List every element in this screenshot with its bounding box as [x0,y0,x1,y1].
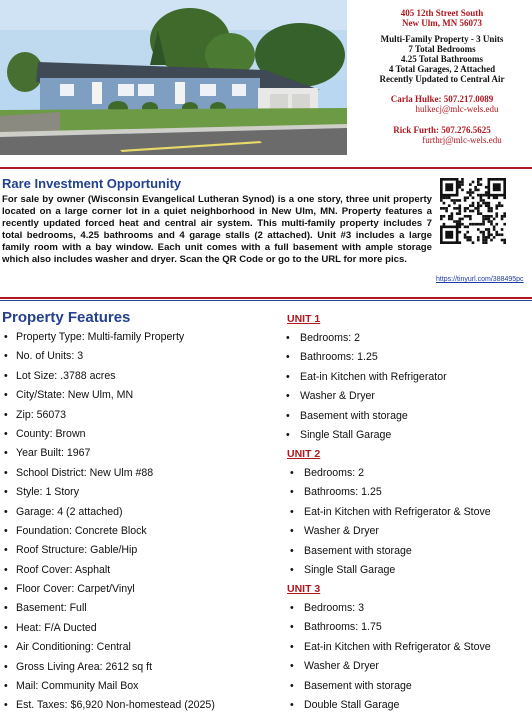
unit-2-heading: UNIT 2 [287,448,321,460]
list-item: • Basement with storage [290,680,491,699]
fact-line: Multi-Family Property - 3 Units [380,34,504,44]
key-facts [352,34,532,84]
fact-line: 4.25 Total Bathrooms [400,54,484,64]
list-item: • Lot Size: .3788 acres [0,370,215,389]
list-item: • Basement: Full [0,602,215,621]
list-item: • Washer & Dryer [286,390,447,409]
house-photo [0,0,347,155]
address-line-1: 405 12th Street South [400,8,484,18]
list-item: • Bathrooms: 1.75 [290,621,491,640]
list-item: • Bedrooms: 2 [290,467,491,486]
list-item: • City/State: New Ulm, MN [0,389,215,408]
list-item: • Bathrooms: 1.25 [286,351,447,370]
section-title: Rare Investment Opportunity [2,176,182,191]
list-item: • Roof Structure: Gable/Hip [0,544,215,563]
qr-code-icon[interactable] [440,178,506,244]
list-item: • Washer & Dryer [290,660,491,679]
unit-3-heading: UNIT 3 [287,583,321,595]
agent-contact [352,125,532,145]
list-item: • County: Brown [0,428,215,447]
list-item: • Basement with storage [290,545,491,564]
fact-line: 4 Total Garages, 2 Attached [388,64,496,74]
list-item: • School District: New Ulm #88 [0,467,215,486]
agent-email[interactable]: furthrj@mlc-wels.edu [422,135,502,145]
investment-description: For sale by owner (Wisconsin Evangelical Lutheran Synod) is a one story, three unit property located on a large corner lot in a quiet neighborhood in New Ulm, MN. Property features a recently updated forced heat and central air system. This multi-family property includes 7 total bedrooms, 4.25 bathrooms and 4 garage stalls (2 attached). Unit #3 includes a large family room with a bay window. Each unit comes with a full basement with ample storage which also includes washer and dryer. Scan the QR Code or go to the URL for more pics. [2,194,432,266]
list-item: • Bathrooms: 1.25 [290,486,491,505]
divider [0,297,532,299]
list-item: • Eat-in Kitchen with Refrigerator & Stove [290,506,491,525]
list-item: • Est. Taxes: $6,920 Non-homestead (2025) [0,699,215,718]
unit-1-list [286,332,447,448]
list-item: • Washer & Dryer [290,525,491,544]
list-item: • Mail: Community Mail Box [0,680,215,699]
section-title: Property Features [2,309,131,326]
agent-email[interactable]: hulkecj@mlc-wels.edu [415,104,499,114]
list-item: • Garage: 4 (2 attached) [0,506,215,525]
contact-block [352,8,532,145]
list-item: • Single Stall Garage [290,564,491,583]
list-item: • Gross Living Area: 2612 sq ft [0,661,215,680]
property-features-list [0,331,215,719]
list-item: • Heat: F/A Ducted [0,622,215,641]
list-item: • No. of Units: 3 [0,350,215,369]
unit-2-list [290,467,491,583]
list-item: • Zip: 56073 [0,409,215,428]
list-item: • Single Stall Garage [286,429,447,448]
list-item: • Style: 1 Story [0,486,215,505]
agent-contact [352,94,532,114]
divider [0,300,532,301]
agent-name-phone: Carla Hulke: 507.217.0089 [390,94,494,104]
divider [0,167,532,169]
list-item: • Floor Cover: Carpet/Vinyl [0,583,215,602]
list-item: • Eat-in Kitchen with Refrigerator [286,371,447,390]
list-item: • Bedrooms: 2 [286,332,447,351]
address-line-2: New Ulm, MN 56073 [402,18,482,28]
list-item: • Foundation: Concrete Block [0,525,215,544]
fact-line: Recently Updated to Central Air [379,74,505,84]
list-item: • Air Conditioning: Central [0,641,215,660]
list-item: • Eat-in Kitchen with Refrigerator & Stove [290,641,491,660]
list-item: • Basement with storage [286,410,447,429]
agent-name-phone: Rick Furth: 507.276.5625 [393,125,491,135]
list-item: • Bedrooms: 3 [290,602,491,621]
listing-url-link[interactable]: https://tinyurl.com/388495pc [436,276,524,283]
unit-1-heading: UNIT 1 [287,313,321,325]
list-item: • Property Type: Multi-family Property [0,331,215,350]
list-item: • Roof Cover: Asphalt [0,564,215,583]
fact-line: 7 Total Bedrooms [408,44,476,54]
unit-3-list [290,602,491,718]
list-item: • Double Stall Garage [290,699,491,718]
list-item: • Year Built: 1967 [0,447,215,466]
